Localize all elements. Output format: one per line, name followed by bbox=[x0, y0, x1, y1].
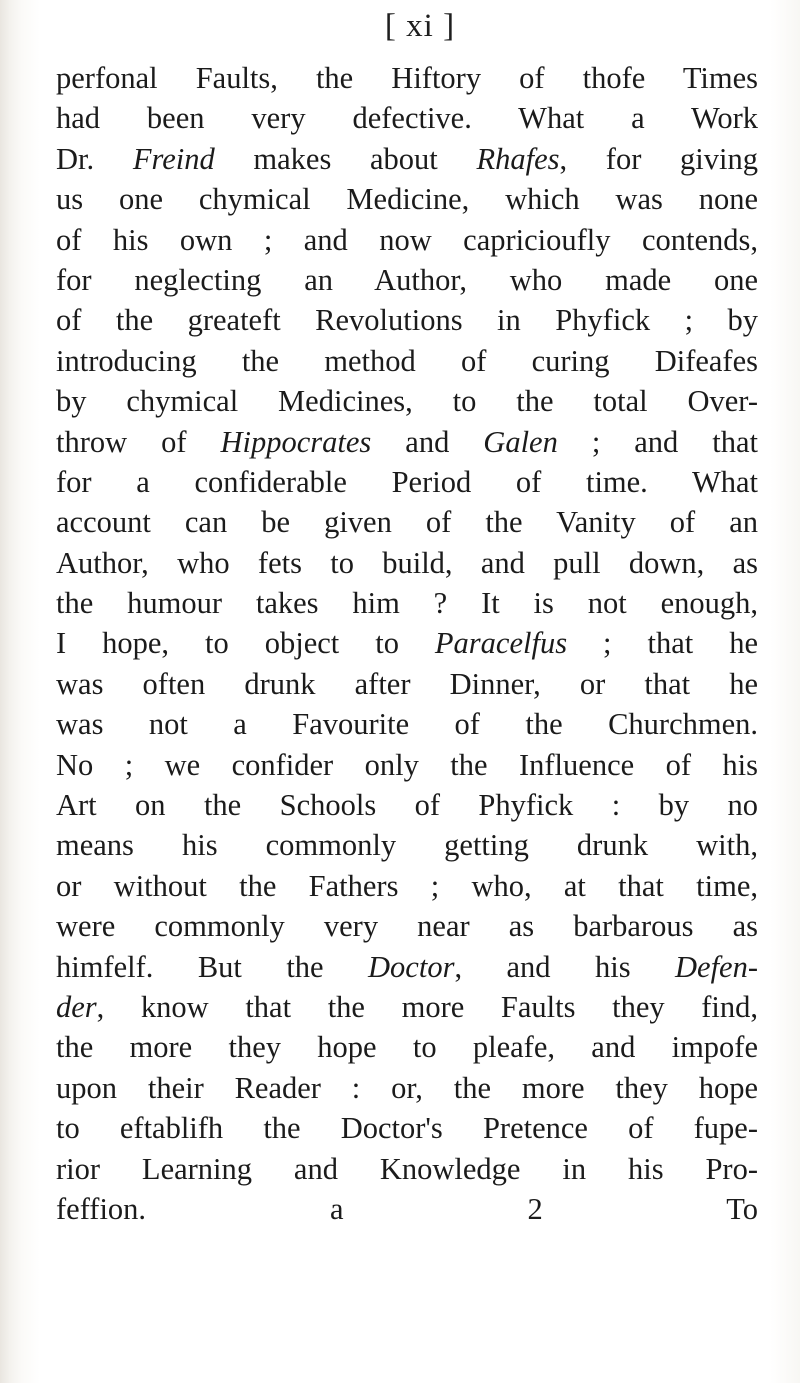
text-segment: of the greateft Revolutions in Phyfick ; by bbox=[56, 303, 758, 338]
text-line bbox=[56, 179, 758, 219]
text-line bbox=[56, 866, 758, 906]
text-segment: for a confiderable Period of time. What bbox=[56, 464, 758, 499]
text-line bbox=[56, 381, 758, 421]
text-line bbox=[56, 583, 758, 623]
text-line bbox=[56, 139, 758, 179]
text-line bbox=[56, 98, 758, 138]
text-segment: throw of bbox=[56, 424, 221, 459]
text-line bbox=[56, 58, 758, 98]
text-line bbox=[56, 502, 758, 542]
body-text bbox=[56, 58, 758, 1229]
text-segment: were commonly very near as barbarous as bbox=[56, 909, 758, 944]
text-segment: rior Learning and Knowledge in his Pro- bbox=[56, 1151, 758, 1186]
text-line bbox=[56, 745, 758, 785]
text-line bbox=[56, 300, 758, 340]
text-line bbox=[56, 341, 758, 381]
text-segment: us one chymical Medicine, which was none bbox=[56, 182, 758, 217]
text-line bbox=[56, 704, 758, 744]
page-number: [ xi ] bbox=[384, 8, 456, 44]
italic-text: Hippocrates bbox=[220, 424, 372, 459]
text-segment: I hope, to object to bbox=[56, 626, 435, 661]
italic-text: Defen- bbox=[675, 949, 758, 984]
text-segment: introducing the method of curing Difeafes bbox=[56, 343, 758, 378]
text-segment: upon their Reader : or, the more they hope bbox=[56, 1070, 758, 1105]
text-segment: perfonal Faults, the Hiftory of thofe Times bbox=[56, 61, 758, 95]
text-segment: was often drunk after Dinner, or that he bbox=[56, 666, 758, 701]
text-segment: of his own ; and now capricioufly contends, bbox=[56, 222, 758, 257]
text-line bbox=[56, 1189, 758, 1229]
text-line bbox=[56, 987, 758, 1027]
text-segment: had been very defective. What a Work bbox=[56, 101, 758, 136]
text-segment: the humour takes him ? It is not enough, bbox=[56, 586, 758, 621]
text-line bbox=[56, 785, 758, 825]
text-line bbox=[56, 260, 758, 300]
text-line bbox=[56, 1149, 758, 1189]
text-line bbox=[56, 1027, 758, 1067]
text-segment: himfelf. But the bbox=[56, 949, 369, 984]
italic-text: Freind bbox=[132, 141, 215, 176]
text-line bbox=[56, 462, 758, 502]
text-line bbox=[56, 543, 758, 583]
text-line bbox=[56, 825, 758, 865]
text-line bbox=[56, 906, 758, 946]
text-segment: makes about bbox=[214, 141, 477, 176]
text-line bbox=[56, 1068, 758, 1108]
italic-text: der bbox=[56, 989, 97, 1024]
text-segment: , and his bbox=[454, 949, 676, 984]
text-line bbox=[56, 623, 758, 663]
text-segment: by chymical Medicines, to the total Over- bbox=[56, 384, 758, 419]
text-segment: Author, who fets to build, and pull down, as bbox=[56, 545, 758, 580]
text-segment: account can be given of the Vanity of an bbox=[56, 505, 758, 540]
italic-text: Rhafes bbox=[476, 141, 560, 176]
text-line bbox=[56, 1108, 758, 1148]
text-line bbox=[56, 220, 758, 260]
text-segment: means his commonly getting drunk with, bbox=[56, 828, 758, 863]
text-segment: ; and that bbox=[557, 424, 758, 459]
text-segment: and bbox=[371, 424, 484, 459]
text-segment: feffion. a 2 To bbox=[56, 1191, 758, 1226]
text-segment: Art on the Schools of Phyfick : by no bbox=[56, 788, 758, 823]
text-segment: , know that the more Faults they find, bbox=[96, 989, 758, 1024]
text-segment: was not a Favourite of the Churchmen. bbox=[56, 707, 758, 742]
text-segment: or without the Fathers ; who, at that time, bbox=[56, 868, 758, 903]
text-line bbox=[56, 947, 758, 987]
text-line bbox=[56, 422, 758, 462]
text-line bbox=[56, 664, 758, 704]
text-segment: the more they hope to pleafe, and impofe bbox=[56, 1030, 758, 1065]
text-segment: , for giving bbox=[559, 141, 759, 176]
italic-text: Doctor bbox=[368, 949, 455, 984]
text-segment: No ; we confider only the Influence of his bbox=[56, 747, 758, 782]
text-segment: Dr. bbox=[56, 141, 133, 176]
italic-text: Paracelfus bbox=[434, 626, 568, 661]
text-segment: for neglecting an Author, who made one bbox=[56, 262, 758, 297]
italic-text: Galen bbox=[483, 424, 558, 459]
text-segment: ; that he bbox=[567, 626, 758, 661]
text-segment: to eftablifh the Doctor's Pretence of fupe- bbox=[56, 1111, 758, 1146]
